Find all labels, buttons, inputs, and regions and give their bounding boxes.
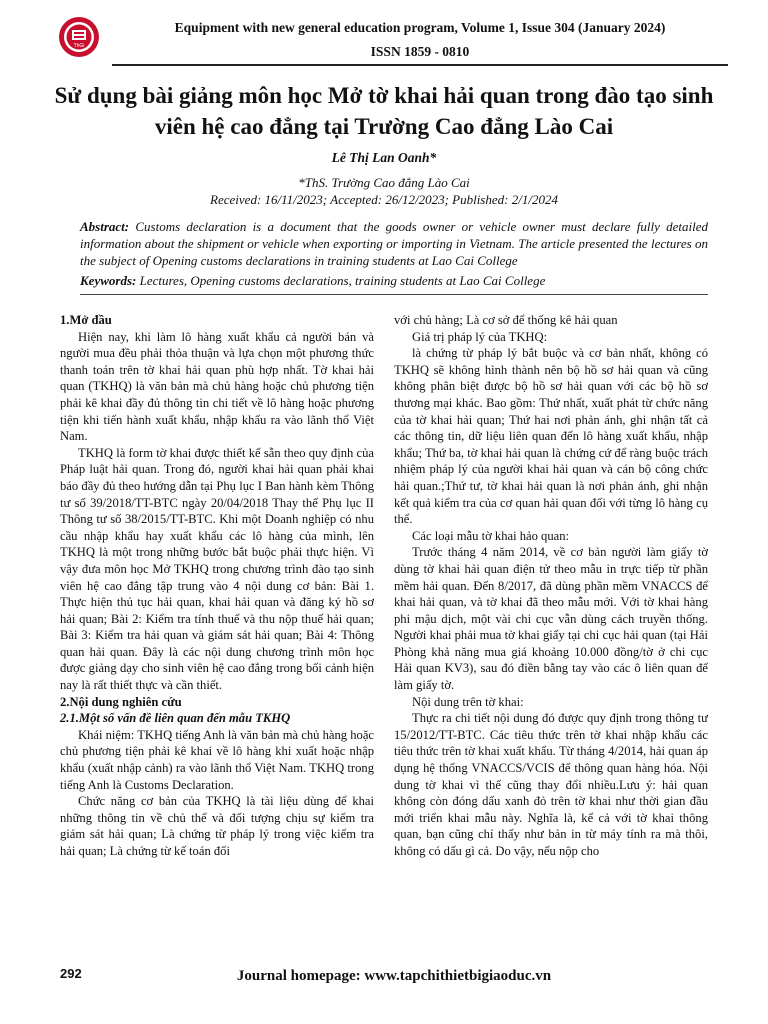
paragraph: Thực ra chi tiết nội dung đó được quy định trong thông tư 15/2012/TT-BTC. Các tiêu thức trên tờ khai nhập khẩu các tiêu thức trên tờ khai xuất khẩu. Từ tháng 4/2014, hải quan áp dụng hệ thống VNACCS/VCIS để thông quan hàng hóa. Nội dung tờ khai vì thế cũng thay đổi nhiều.Lưu ý: hải quan không còn đóng dấu xanh đỏ trên tờ khai như thời gian đầu mới triển khai mẫu này. Nghĩa là, kể cả với tờ khai thông quan, bạn cũng chỉ thấy như bản in từ máy tính ra mà thôi, không có dấu gì cả. Do vậy, nếu nộp cho bbox=[394, 711, 708, 858]
journal-homepage: Journal homepage: www.tapchithietbigiaoduc.vn bbox=[236, 968, 552, 984]
paragraph: Chức năng cơ bản của TKHQ là tài liệu dùng để khai những thông tin về chủ thể và đối tượng chịu sự kiểm tra giám sát hải quan; Là chứng từ pháp lý trong việc kiểm tra hải quan; Là chứng từ kế toán đối bbox=[60, 794, 374, 858]
author-name: Lê Thị Lan Oanh* bbox=[331, 150, 437, 165]
paragraph: Các loại mẫu tờ khai hảo quan: bbox=[412, 528, 570, 543]
keywords bbox=[80, 272, 708, 289]
abstract-text: Customs declaration is a document that the goods owner or vehicle owner must declare fully detailed information about the shipment or vehicle when exporting or importing in Vietnam. The article presented the lectures on the subject of Opening customs declarations in training students at Lao Cai College bbox=[80, 219, 708, 268]
abstract bbox=[80, 218, 708, 269]
affiliation: *ThS. Trường Cao đẳng Lào Cai bbox=[298, 175, 470, 190]
article-title: Sử dụng bài giảng môn học Mở tờ khai hải quan trong đào tạo sinh viên hệ cao đẳng tại Trường Cao đẳng Lào Cai bbox=[54, 83, 714, 139]
keywords-label: Keywords: bbox=[80, 273, 137, 288]
left-column bbox=[60, 312, 374, 948]
logo-text: ThGi bbox=[73, 43, 85, 49]
paragraph: là chứng từ pháp lý bắt buộc và cơ bản nhất, không có TKHQ sẽ không hình thành nên bộ hồ sơ hải quan và cũng không phân biệt được bộ hồ sơ hải quan với các bộ hồ sơ thương mại khác. Bao gồm: Thứ nhất, xuất phát từ chức năng của tờ khai hải quan; Thứ hai nơi phản ánh, ghi nhận tất cả các thông tin, dữ liệu liên quan đến lô hàng xuất khẩu, nhập khẩu; Thứ ba, tờ khai hải quan là chứng cứ để ràng buộc trách nhiệm pháp lý của người khai hải quan và cán bộ công chức hải quan.;Thứ tư, tờ khai hải quan là nơi phản ánh, ghi nhận kết quả kiểm tra của cơ quan hải quan đối với từng lô hàng cụ thể. bbox=[394, 346, 708, 527]
section-heading-content: 2.Nội dung nghiên cứu bbox=[60, 694, 182, 709]
paragraph: Trước tháng 4 năm 2014, về cơ bản người làm giấy tờ dùng tờ khai hải quan điện tử theo mẫu in trực tiếp từ phần mềm hải quan. Đến 8/2017, đã dùng phần mềm VNACCS để khai hải quan, và tờ khai đã theo mẫu mới. Với tờ khai hàng phi mậu dịch, một vài chi cục vẫn dùng cách truyền thống. Người khai phải mua tờ khai giấy tại chi cục hải quan (tại Hải Phòng khả năng mua giá khoảng 10.000 đồng/tờ ở chi cục Hải quan KV3), sau đó điền bằng tay vào các ô liên quan để làm giấy tờ. bbox=[394, 545, 708, 693]
abstract-label: Abstract: bbox=[80, 219, 130, 234]
paragraph: Giá trị pháp lý của TKHQ: bbox=[412, 329, 548, 344]
paragraph: với chủ hàng; Là cơ sở để thống kê hải quan bbox=[394, 313, 618, 327]
author-info bbox=[40, 174, 728, 208]
abstract-divider bbox=[80, 294, 708, 295]
right-column bbox=[394, 312, 708, 948]
paragraph: Hiện nay, khi làm lô hàng xuất khẩu cả người bán và người mua đều phải thỏa thuận và lựa chọn một phương thức thanh toán trên tờ khai hải quan phù hợp nhất. Tờ khai hải quan (TKHQ) là văn bản mà chủ hàng hoặc chủ phương tiện phải kê khai đầy đủ thông tin chi tiết về lô hàng hoặc phương tiện khi tiến hành xuất khẩu, nhập khẩu ra vào lãnh thổ Việt Nam. bbox=[60, 329, 374, 444]
issn: ISSN 1859 - 0810 bbox=[370, 44, 470, 59]
paragraph: Khái niệm: TKHQ tiếng Anh là văn bản mà chủ hàng hoặc chủ phương tiện phải kê khai về lô hàng khi xuất hoặc nhập khẩu (xuất nhập cảnh) ra vào lãnh thổ Việt Nam. TKHQ trong tiếng Anh là Customs Declaration. bbox=[60, 727, 374, 792]
article-dates: Received: 16/11/2023; Accepted: 26/12/2023; Published: 2/1/2024 bbox=[210, 192, 558, 207]
journal-citation: Equipment with new general education program, Volume 1, Issue 304 (January 2024) bbox=[174, 20, 666, 35]
journal-header bbox=[0, 0, 768, 70]
keywords-text: Lectures, Opening customs declarations, training students at Lao Cai College bbox=[136, 273, 546, 288]
header-divider bbox=[112, 64, 728, 66]
paragraph: TKHQ là form tờ khai được thiết kế sẵn theo quy định của Pháp luật hải quan. Trong đó, người khai hải quan phải khai báo đầy đủ theo hướng dẫn tại Phụ lục I Ban hành kèm Thông tư số 39/2018/TT-BTC ngày 20/04/2018 Thay thế Phụ lục II Thông tư số 38/2015/TT-BTC. Khi một Doanh nghiệp có nhu cầu nhập khẩu hay xuất khẩu các lô hàng của mình, lên TKHQ là một trong những bước bắt buộc phải thực hiện. Vì vậy đưa môn học Mở TKHQ trong chương trình đào tạo sinh viên hệ cao đẳng tập trung vào 4 nội dung cơ bản: Bài 1. Thực hiện thủ tục hải quan, khai hải quan và đăng ký hồ sơ hải quan; Bài 2: Kiểm tra tính thuế và thu nộp thuế hải quan; Bài 3: Kiểm tra hải quan và giám sát hải quan; Bài 4: Thông quan hải quan. Đây là các nội dung chương trình môn học được giảng dạy cho sinh viên hệ cao đẳng trong bối cảnh hiện nay là rất thiết thực và cần thiết. bbox=[60, 445, 374, 693]
page-number: 292 bbox=[60, 966, 82, 981]
subsection-heading: 2.1.Một số vấn đề liên quan đến mẫu TKHQ bbox=[60, 711, 291, 726]
journal-logo bbox=[58, 16, 100, 58]
paragraph: Nội dung trên tờ khai: bbox=[412, 694, 524, 709]
section-heading-intro: 1.Mở đầu bbox=[60, 313, 112, 327]
